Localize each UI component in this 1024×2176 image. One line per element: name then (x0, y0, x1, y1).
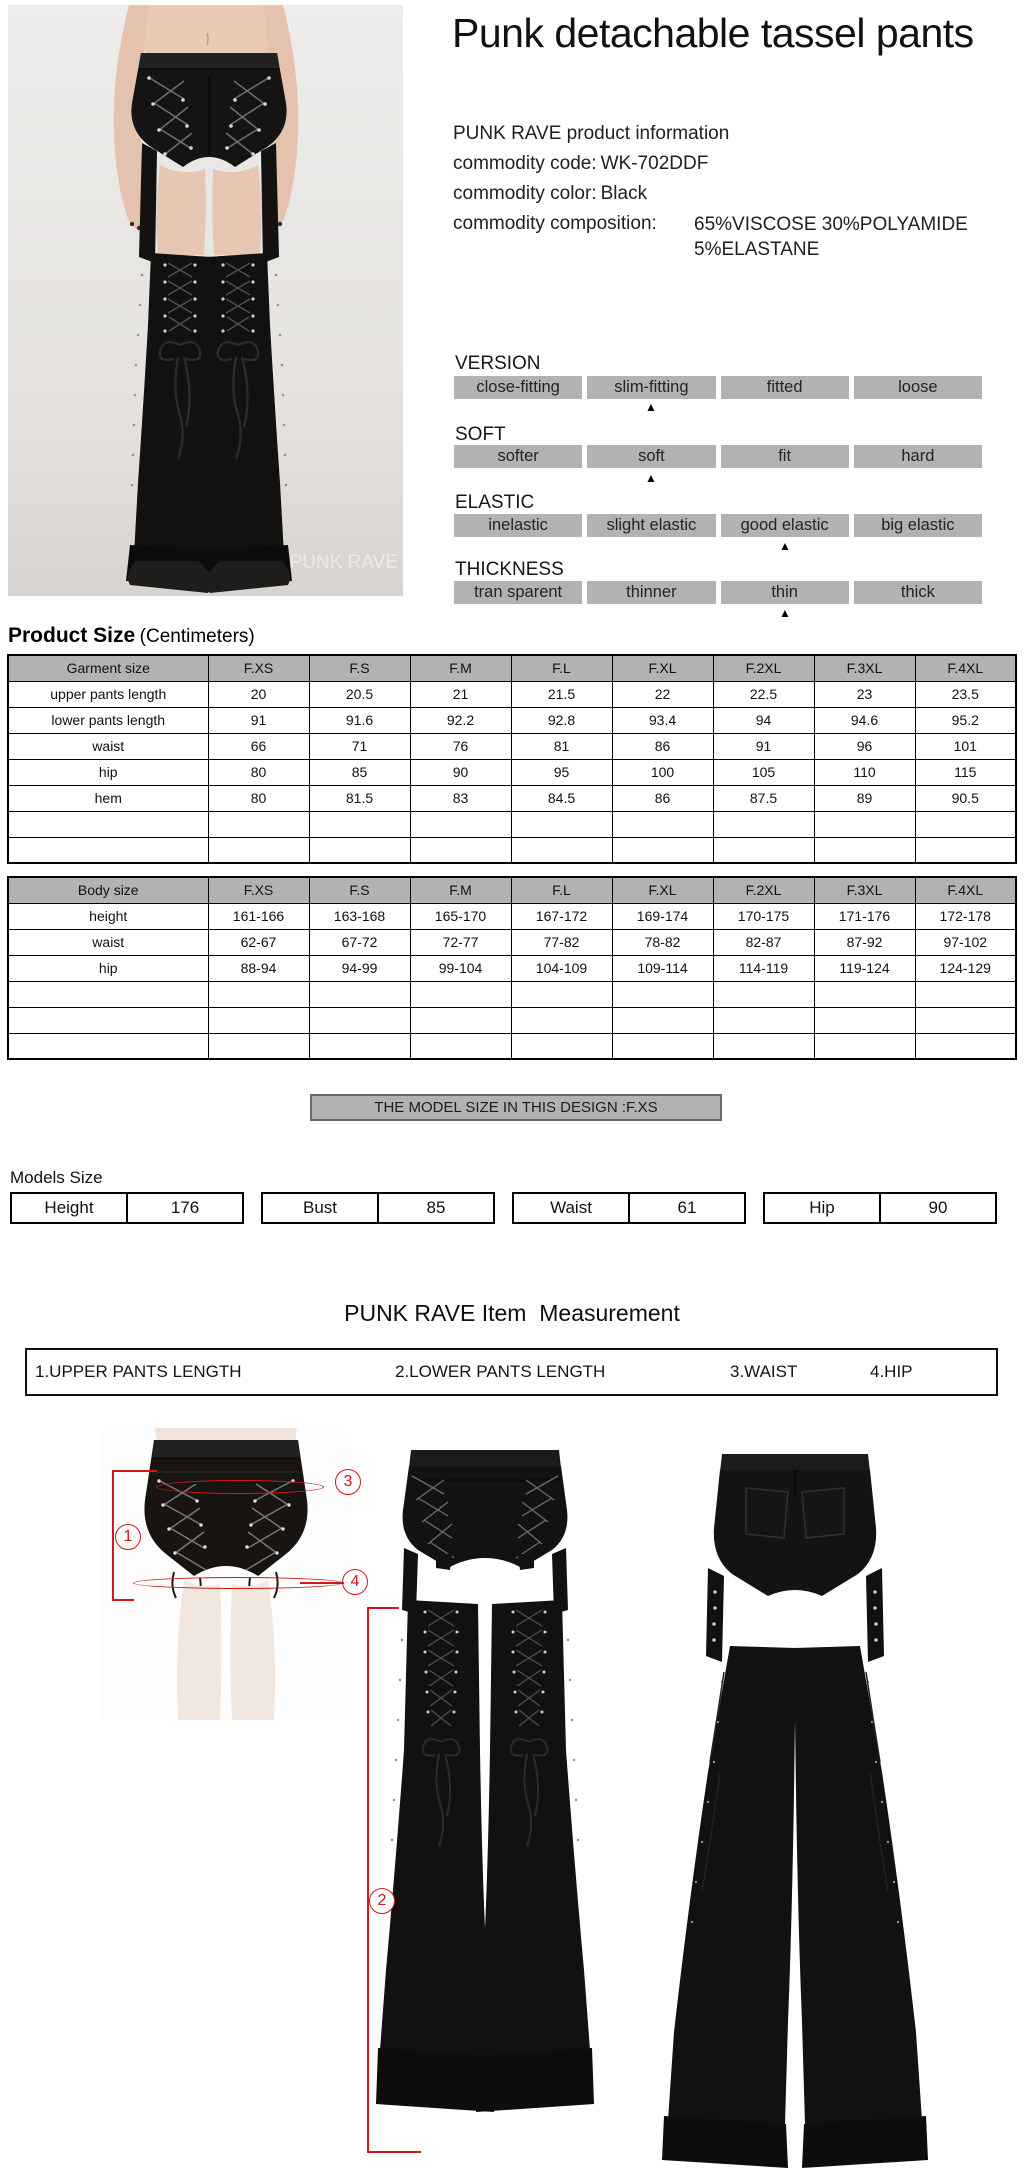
product-size-unit: (Centimeters) (139, 626, 255, 647)
size-cell (814, 1033, 915, 1059)
commodity-color-value: Black (600, 183, 648, 204)
size-cell (309, 837, 410, 863)
size-cell (713, 811, 814, 837)
size-cell: 86 (612, 733, 713, 759)
row-label: upper pants length (8, 681, 208, 707)
size-cell (410, 1007, 511, 1033)
option-big-elastic: big elastic (854, 514, 982, 537)
pants-front-photo (374, 1450, 596, 2162)
pants-back-photo (650, 1452, 940, 2176)
table-row (8, 1007, 1016, 1033)
size-cell: 62-67 (208, 929, 309, 955)
option-thinner: thinner (587, 581, 715, 604)
size-column-header: F.3XL (814, 655, 915, 681)
page-title: Punk detachable tassel pants (452, 10, 974, 56)
measurement-item-3: 3.WAIST (730, 1362, 798, 1381)
size-cell: 91 (208, 707, 309, 733)
size-cell: 95.2 (915, 707, 1016, 733)
size-cell: 167-172 (511, 903, 612, 929)
size-cell (915, 837, 1016, 863)
size-cell: 169-174 (612, 903, 713, 929)
table-corner-header: Garment size (8, 655, 208, 681)
commodity-code-line (453, 153, 708, 175)
table-row (8, 981, 1016, 1007)
size-cell: 82-87 (713, 929, 814, 955)
table-corner-header: Body size (8, 877, 208, 903)
size-cell (309, 981, 410, 1007)
size-cell (612, 1007, 713, 1033)
row-label (8, 981, 208, 1007)
size-cell (915, 1007, 1016, 1033)
size-cell: 124-129 (915, 955, 1016, 981)
size-cell: 115 (915, 759, 1016, 785)
size-column-header: F.XL (612, 877, 713, 903)
size-cell (915, 811, 1016, 837)
measurement-item-4: 4.HIP (870, 1362, 913, 1381)
size-cell (208, 811, 309, 837)
size-cell: 20 (208, 681, 309, 707)
size-column-header: F.M (410, 877, 511, 903)
size-cell: 67-72 (309, 929, 410, 955)
size-cell: 80 (208, 785, 309, 811)
row-label: lower pants length (8, 707, 208, 733)
product-info-heading: PUNK RAVE product information (453, 123, 730, 144)
size-cell: 165-170 (410, 903, 511, 929)
size-cell: 99-104 (410, 955, 511, 981)
size-cell (713, 1007, 814, 1033)
size-column-header: F.4XL (915, 655, 1016, 681)
size-cell (713, 1033, 814, 1059)
models-size-box-waist (512, 1192, 746, 1224)
size-column-header: F.2XL (713, 877, 814, 903)
size-cell (612, 811, 713, 837)
option-thin: thin (721, 581, 849, 604)
models-size-box-height (10, 1192, 244, 1224)
size-cell (511, 811, 612, 837)
option-slim-fitting: slim-fitting (587, 376, 715, 399)
size-cell: 78-82 (612, 929, 713, 955)
size-cell: 92.8 (511, 707, 612, 733)
size-column-header: F.L (511, 877, 612, 903)
option-tran-sparent: tran sparent (454, 581, 582, 604)
selected-arrow-icon (779, 607, 791, 619)
size-cell (208, 1007, 309, 1033)
size-cell: 96 (814, 733, 915, 759)
size-cell (713, 837, 814, 863)
size-cell: 110 (814, 759, 915, 785)
size-cell (915, 981, 1016, 1007)
annotation-circle-3: 3 (335, 1469, 361, 1495)
size-cell: 170-175 (713, 903, 814, 929)
attribute-options-thickness (454, 581, 982, 604)
table-row (8, 785, 1016, 811)
garment-size-table (7, 654, 1017, 864)
size-cell: 21.5 (511, 681, 612, 707)
attribute-options-elastic (454, 514, 982, 537)
size-cell: 84.5 (511, 785, 612, 811)
size-cell: 86 (612, 785, 713, 811)
measure-bracket-1-top (112, 1470, 157, 1472)
models-size-label: Bust (263, 1194, 379, 1222)
measure-bracket-2-top (367, 1607, 399, 1609)
attribute-options-version (454, 376, 982, 399)
size-cell: 85 (309, 759, 410, 785)
product-photo (8, 5, 403, 596)
table-row (8, 681, 1016, 707)
size-column-header: F.2XL (713, 655, 814, 681)
size-cell: 97-102 (915, 929, 1016, 955)
measurement-item-1: 1.UPPER PANTS LENGTH (35, 1362, 242, 1381)
size-cell (814, 981, 915, 1007)
product-size-title: Product Size (8, 624, 136, 647)
size-column-header: F.3XL (814, 877, 915, 903)
size-column-header: F.XS (208, 877, 309, 903)
selected-arrow-icon (645, 401, 657, 413)
row-label (8, 837, 208, 863)
row-label: hip (8, 759, 208, 785)
option-thick: thick (854, 581, 982, 604)
size-cell: 66 (208, 733, 309, 759)
table-row (8, 811, 1016, 837)
models-size-value: 176 (170, 1198, 200, 1217)
size-cell: 71 (309, 733, 410, 759)
body-size-table (7, 876, 1017, 1060)
row-label (8, 1033, 208, 1059)
size-cell (814, 1007, 915, 1033)
option-slight-elastic: slight elastic (587, 514, 715, 537)
size-cell: 172-178 (915, 903, 1016, 929)
size-column-header: F.XL (612, 655, 713, 681)
size-cell (410, 981, 511, 1007)
size-cell: 161-166 (208, 903, 309, 929)
measure-bracket-1-bottom (112, 1599, 134, 1601)
size-cell (915, 1033, 1016, 1059)
watermark-text: PUNK RAVE (289, 552, 398, 573)
measure-bracket-2-vline (367, 1607, 369, 2153)
size-cell: 94-99 (309, 955, 410, 981)
size-cell: 23.5 (915, 681, 1016, 707)
option-softer: softer (454, 445, 582, 468)
option-hard: hard (854, 445, 982, 468)
models-size-title: Models Size (10, 1168, 103, 1187)
attribute-label-elastic: ELASTIC (455, 492, 535, 513)
size-cell: 81.5 (309, 785, 410, 811)
table-row (8, 903, 1016, 929)
size-cell: 21 (410, 681, 511, 707)
size-cell: 72-77 (410, 929, 511, 955)
size-cell (208, 837, 309, 863)
models-size-value: 85 (426, 1198, 446, 1217)
annotation-circle-4: 4 (342, 1569, 368, 1595)
measurement-heading: PUNK RAVE Item Measurement (344, 1300, 680, 1326)
size-cell: 91 (713, 733, 814, 759)
option-inelastic: inelastic (454, 514, 582, 537)
table-header-row (8, 655, 1016, 681)
size-cell (309, 1007, 410, 1033)
size-cell (309, 1033, 410, 1059)
size-cell: 23 (814, 681, 915, 707)
size-cell: 22.5 (713, 681, 814, 707)
size-cell: 101 (915, 733, 1016, 759)
size-cell: 109-114 (612, 955, 713, 981)
size-cell (208, 981, 309, 1007)
row-label: hip (8, 955, 208, 981)
size-cell (511, 1033, 612, 1059)
size-column-header: F.S (309, 655, 410, 681)
size-cell (208, 1033, 309, 1059)
table-row (8, 733, 1016, 759)
size-cell (612, 837, 713, 863)
size-cell (814, 837, 915, 863)
size-cell (511, 1007, 612, 1033)
size-column-header: F.S (309, 877, 410, 903)
models-size-label: Hip (765, 1194, 881, 1222)
size-cell: 88-94 (208, 955, 309, 981)
models-size-label: Height (12, 1194, 128, 1222)
option-soft: soft (587, 445, 715, 468)
size-cell: 171-176 (814, 903, 915, 929)
size-cell: 93.4 (612, 707, 713, 733)
table-header-row (8, 877, 1016, 903)
option-good-elastic: good elastic (721, 514, 849, 537)
size-cell: 89 (814, 785, 915, 811)
size-cell: 114-119 (713, 955, 814, 981)
commodity-color-label: commodity color: (453, 183, 597, 204)
size-column-header: F.4XL (915, 877, 1016, 903)
annotation-circle-2: 2 (369, 1888, 395, 1914)
row-label (8, 811, 208, 837)
models-size-box-bust (261, 1192, 495, 1224)
size-cell: 76 (410, 733, 511, 759)
table-row (8, 707, 1016, 733)
size-cell: 119-124 (814, 955, 915, 981)
waist-ellipse (156, 1480, 324, 1494)
row-label (8, 1007, 208, 1033)
row-label: waist (8, 929, 208, 955)
table-row (8, 1033, 1016, 1059)
measurement-item-2: 2.LOWER PANTS LENGTH (395, 1362, 606, 1381)
option-fit: fit (721, 445, 849, 468)
commodity-composition-label: commodity composition: (453, 213, 657, 234)
size-cell (511, 981, 612, 1007)
annotation-circle-1: 1 (115, 1524, 141, 1550)
size-cell (814, 811, 915, 837)
commodity-code-value: WK-702DDF (600, 153, 709, 174)
hip-connector-line (300, 1582, 344, 1584)
composition-line2: 5%ELASTANE (694, 239, 820, 260)
size-cell: 100 (612, 759, 713, 785)
row-label: height (8, 903, 208, 929)
attribute-options-soft (454, 445, 982, 468)
size-cell: 80 (208, 759, 309, 785)
size-cell: 91.6 (309, 707, 410, 733)
table-row (8, 929, 1016, 955)
size-cell: 92.2 (410, 707, 511, 733)
size-cell: 81 (511, 733, 612, 759)
selected-arrow-icon (779, 540, 791, 552)
size-cell (511, 837, 612, 863)
size-cell: 22 (612, 681, 713, 707)
models-size-box-hip (763, 1192, 997, 1224)
size-cell: 87-92 (814, 929, 915, 955)
size-column-header: F.M (410, 655, 511, 681)
table-row (8, 759, 1016, 785)
model-size-note-bar: THE MODEL SIZE IN THIS DESIGN :F.XS (310, 1094, 722, 1121)
measure-bracket-1-vline (112, 1470, 114, 1601)
option-fitted: fitted (721, 376, 849, 399)
size-cell (410, 837, 511, 863)
table-row (8, 955, 1016, 981)
attribute-label-thickness: THICKNESS (455, 559, 564, 580)
size-cell: 94 (713, 707, 814, 733)
size-cell: 95 (511, 759, 612, 785)
size-cell: 163-168 (309, 903, 410, 929)
measurement-legend-box (25, 1348, 998, 1396)
size-cell: 94.6 (814, 707, 915, 733)
size-cell (410, 1033, 511, 1059)
selected-arrow-icon (645, 472, 657, 484)
size-cell (713, 981, 814, 1007)
size-column-header: F.XS (208, 655, 309, 681)
size-cell (612, 1033, 713, 1059)
size-cell (309, 811, 410, 837)
size-cell (410, 811, 511, 837)
attribute-label-version: VERSION (455, 353, 541, 374)
size-cell: 77-82 (511, 929, 612, 955)
commodity-code-label: commodity code: (453, 153, 597, 174)
table-row (8, 837, 1016, 863)
models-size-value: 61 (677, 1198, 697, 1217)
size-cell (612, 981, 713, 1007)
row-label: waist (8, 733, 208, 759)
option-close-fitting: close-fitting (454, 376, 582, 399)
models-size-value: 90 (928, 1198, 948, 1217)
size-cell: 20.5 (309, 681, 410, 707)
measure-bracket-2-bottom (367, 2151, 421, 2153)
product-size-heading (8, 624, 255, 648)
composition-line1: 65%VISCOSE 30%POLYAMIDE (694, 214, 968, 235)
size-cell: 105 (713, 759, 814, 785)
size-cell: 90 (410, 759, 511, 785)
attribute-label-soft: SOFT (455, 424, 506, 445)
commodity-color-line (453, 183, 647, 205)
size-column-header: F.L (511, 655, 612, 681)
size-cell: 104-109 (511, 955, 612, 981)
size-cell: 90.5 (915, 785, 1016, 811)
size-cell: 83 (410, 785, 511, 811)
size-cell: 87.5 (713, 785, 814, 811)
row-label: hem (8, 785, 208, 811)
models-size-label: Waist (514, 1194, 630, 1222)
option-loose: loose (854, 376, 982, 399)
